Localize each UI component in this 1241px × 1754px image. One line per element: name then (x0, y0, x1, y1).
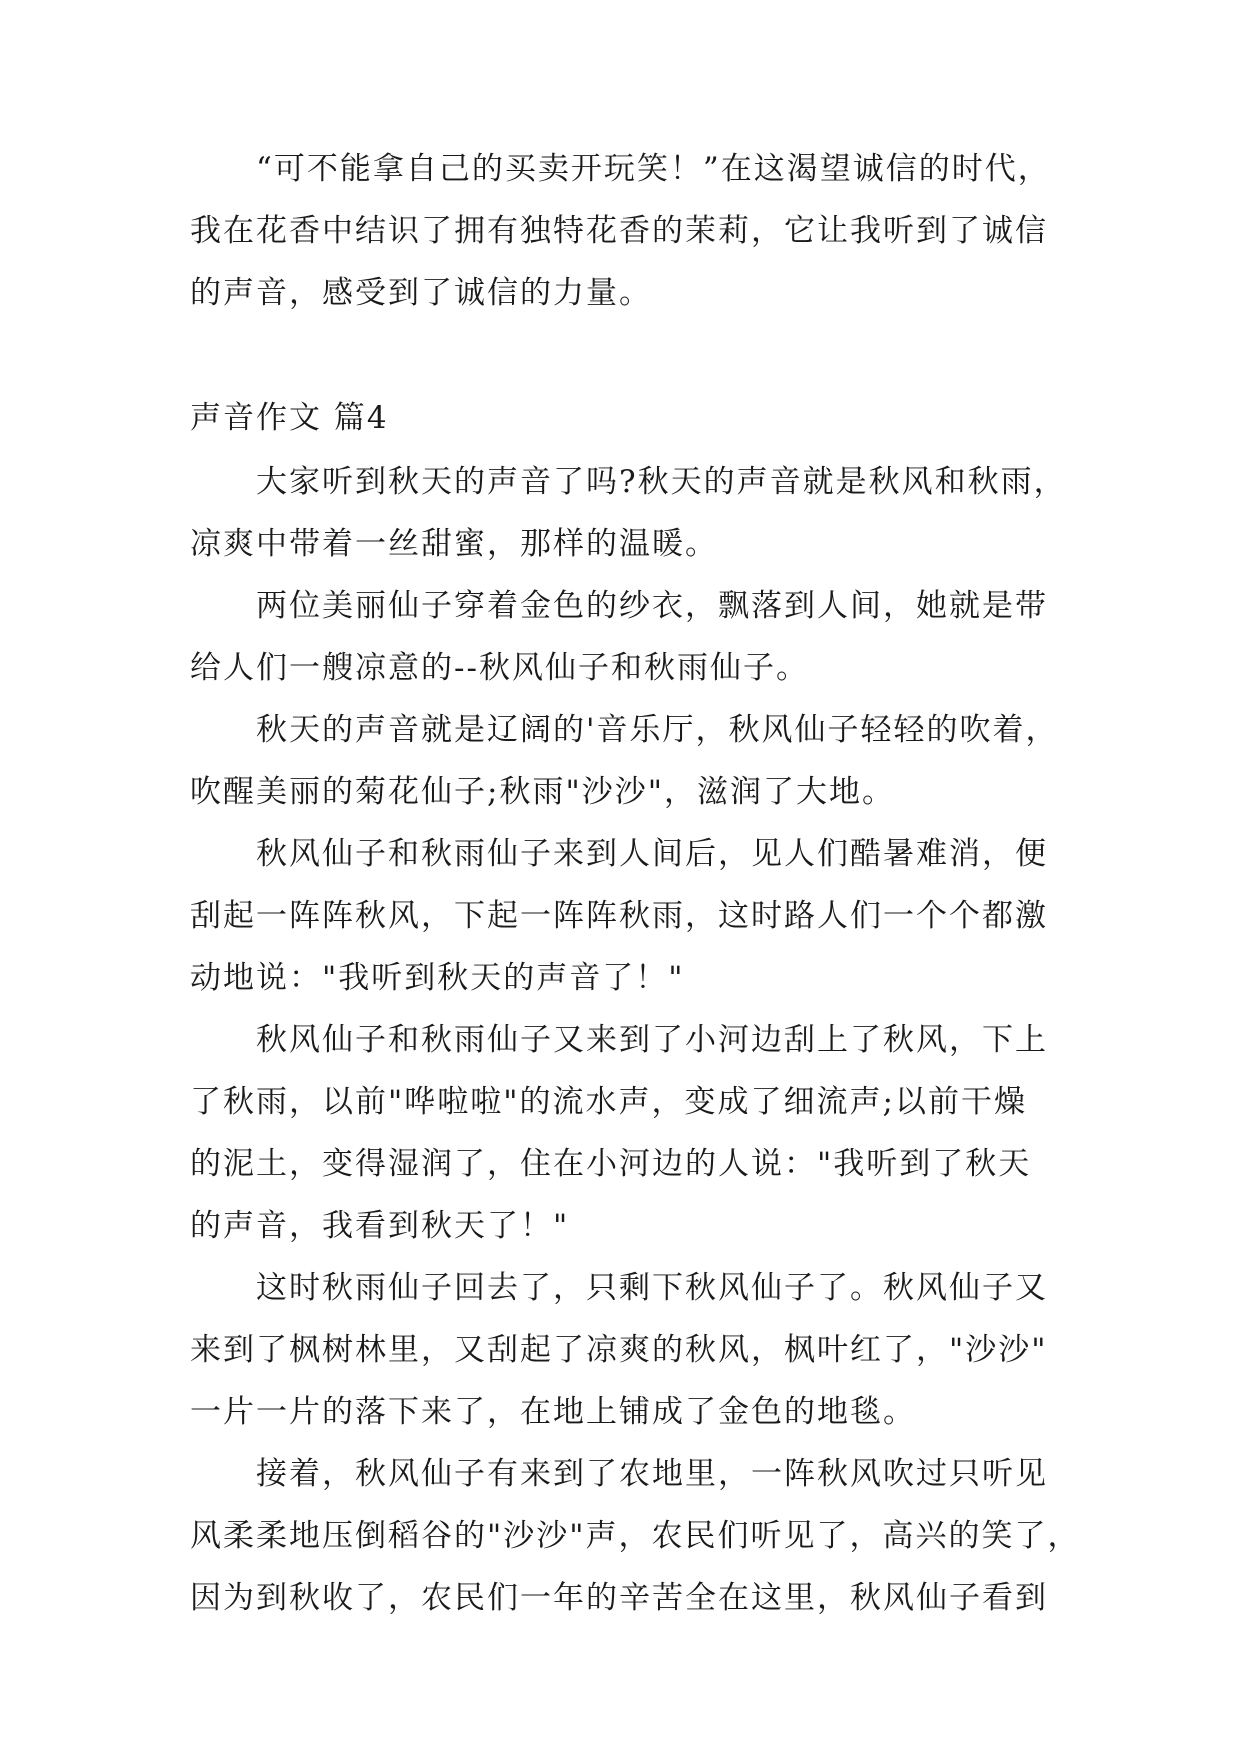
text-line: 大家听到秋天的声音了吗?秋天的声音就是秋风和秋雨， (256, 464, 1067, 500)
text-line: 秋风仙子和秋雨仙子来到人间后，见人们酷暑难消，便 (256, 836, 1048, 872)
paragraph (190, 823, 1060, 1009)
text-line: 一片一片的落下来了，在地上铺成了金色的地毯。 (190, 1394, 916, 1430)
text-line: 刮起一阵阵秋风，下起一阵阵秋雨，这时路人们一个个都激 (190, 898, 1048, 934)
text-line: 秋风仙子和秋雨仙子又来到了小河边刮上了秋风，下上 (256, 1022, 1048, 1058)
section-body (190, 451, 1081, 1629)
text-line: 给人们一艘凉意的--秋风仙子和秋雨仙子。 (190, 650, 809, 686)
text-line: 的声音，我看到秋天了！" (190, 1208, 570, 1244)
paragraph (190, 575, 1060, 699)
text-line: 动地说："我听到秋天的声音了！" (190, 960, 685, 996)
intro-paragraph (190, 138, 1060, 324)
section-heading-block (190, 387, 1060, 449)
text-line: 的泥土，变得湿润了，住在小河边的人说："我听到了秋天 (190, 1146, 1032, 1182)
text-line: 的声音，感受到了诚信的力量。 (190, 275, 652, 311)
text-line: 我在花香中结识了拥有独特花香的茉莉，它让我听到了诚信 (190, 213, 1048, 249)
text-line: “可不能拿自己的买卖开玩笑！”在这渴望诚信的时代， (256, 151, 1051, 187)
text-line: 两位美丽仙子穿着金色的纱衣，飘落到人间，她就是带 (256, 588, 1048, 624)
text-line: 了秋雨，以前"哗啦啦"的流水声，变成了细流声;以前干燥 (190, 1084, 1027, 1120)
text-line: 因为到秋收了，农民们一年的辛苦全在这里，秋风仙子看到 (190, 1580, 1048, 1616)
text-line: 秋天的声音就是辽阔的'音乐厅，秋风仙子轻轻的吹着， (256, 712, 1059, 748)
text-line: 凉爽中带着一丝甜蜜，那样的温暖。 (190, 526, 718, 562)
text-line: 接着，秋风仙子有来到了农地里，一阵秋风吹过只听见 (256, 1456, 1048, 1492)
paragraph (190, 1009, 1060, 1257)
paragraph (190, 699, 1060, 823)
paragraph (190, 1443, 1081, 1629)
text-line: 吹醒美丽的菊花仙子;秋雨"沙沙"，滋润了大地。 (190, 774, 895, 810)
paragraph (190, 1257, 1060, 1443)
paragraph (190, 451, 1067, 575)
text-line: 这时秋雨仙子回去了，只剩下秋风仙子了。秋风仙子又 (256, 1270, 1048, 1306)
section-heading: 声音作文 篇4 (190, 400, 389, 436)
text-line: 风柔柔地压倒稻谷的"沙沙"声，农民们听见了，高兴的笑了， (190, 1518, 1081, 1554)
text-line: 来到了枫树林里，又刮起了凉爽的秋风，枫叶红了，"沙沙" (190, 1332, 1048, 1368)
